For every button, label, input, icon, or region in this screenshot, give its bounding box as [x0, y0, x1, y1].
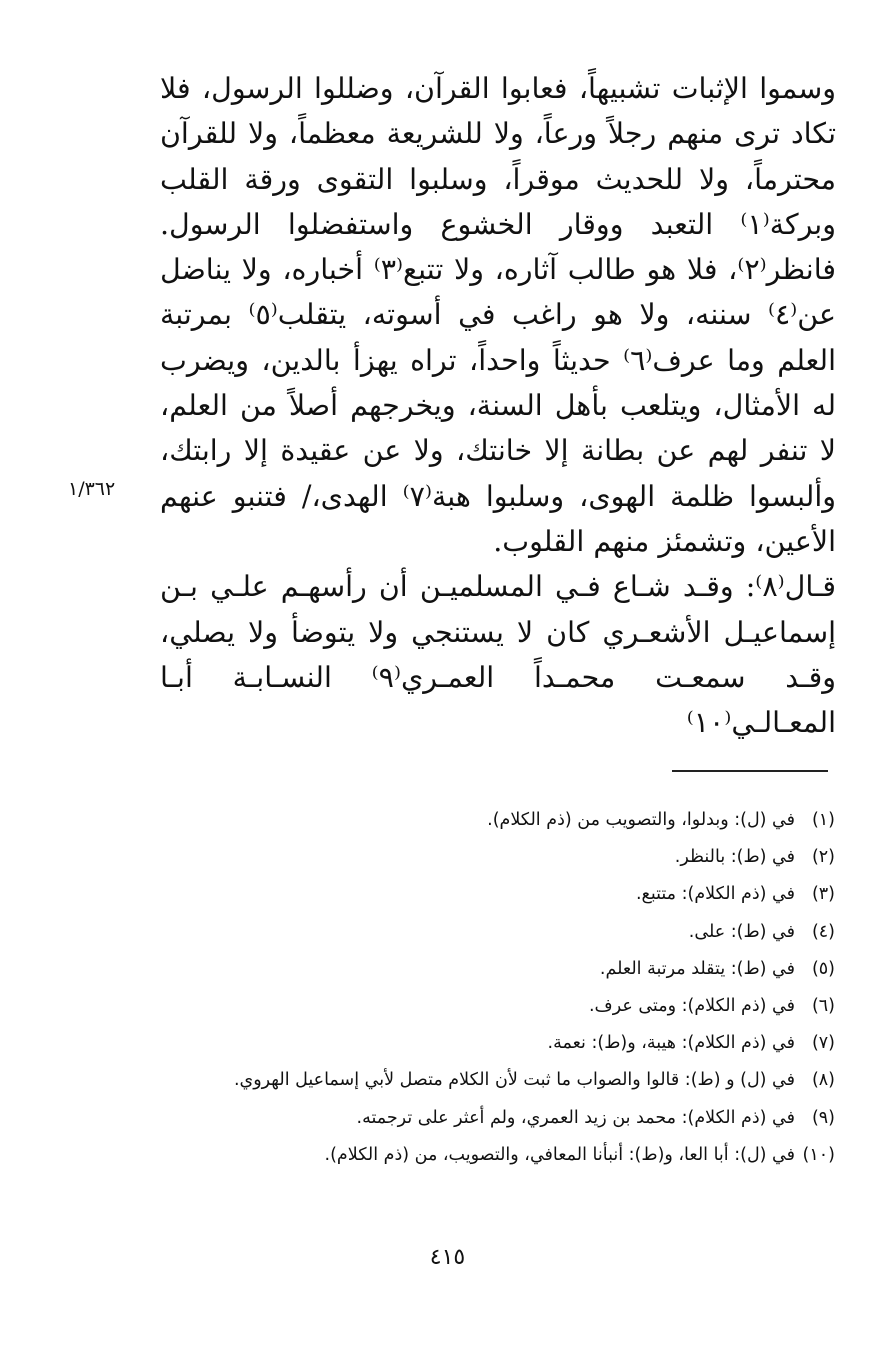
footnote [150, 1025, 835, 1062]
text-line: قـال⁽٨⁾: وقـد شـاع فـي المسلميـن أن رأسهـم علـي بـن [160, 570, 836, 604]
text-line: عنهم الأعين، وتشمئز منهم القلوب. [160, 479, 836, 558]
footnote [150, 802, 835, 839]
page-number: ٤١٥ [429, 1245, 466, 1270]
footnote-number: (٧) [811, 1033, 835, 1054]
paragraph-1 [160, 66, 836, 564]
footnote [150, 839, 835, 876]
footnote [150, 1137, 835, 1174]
footnote [150, 914, 835, 951]
footnote-text: في (ل): وبدلوا، والتصويب من (ذم الكلام). [487, 810, 795, 830]
text-line: ووقار الخشوع واستفضلوا الرسول. فانظر⁽٢⁾، فلا هو طالب [160, 207, 836, 287]
footnote-text: في (ط): يتقلد مرتبة العلم. [599, 958, 795, 979]
footnotes [150, 802, 835, 1174]
footnote-text: في (ل): أبا العا، و(ط): أنبأنا المعافي، والتصويب، من (ذم الكلام). [324, 1144, 795, 1165]
footnote-number: (٦) [811, 996, 835, 1017]
text-line: وقـد سمعـت محمـداً العمـري⁽٩⁾ النسـابـة أبـا المعـالـي⁽١٠⁾ [160, 660, 836, 740]
text-line: ولا للحديث موقراً، وسلبوا التقوى ورقة القلب وبركة⁽١⁾ التعبد [160, 162, 836, 241]
footnote-number: (١٠) [802, 1144, 835, 1165]
footnote-text: في (ذم الكلام): محمد بن زيد العمري، ولم أعثر على ترجمته. [356, 1107, 795, 1128]
footnote-text: في (ط): على. [688, 921, 795, 942]
footnote-number: (٥) [811, 958, 835, 979]
footnote [150, 876, 835, 913]
text-line: يهزأ بالدين، ويضرب له الأمثال، ويتلعب بأهل السنة، ويخرجهم [160, 343, 837, 423]
text-line: أصلاً من العلم، لا تنفر لهم عن بطانة إلا خانتك، ولا عن عقيدة [160, 389, 836, 468]
footnote-number: (٣) [811, 884, 835, 905]
footnote-number: (١) [811, 810, 835, 830]
text-line: وسموا الإثبات تشبيهاً، فعابوا القرآن، وضللوا الرسول، فلا تكاد [160, 72, 836, 151]
text-line: إسماعيـل الأشعـري كان لا يستنجي ولا يتوضأ ولا يصلي، [160, 615, 836, 649]
footnote-number: (٨) [811, 1070, 835, 1091]
footnote-text: في (ط): بالنظر. [674, 847, 795, 868]
footnote [150, 1062, 835, 1099]
main-text [160, 66, 836, 745]
footnote-text: في (ذم الكلام): ومتى عرف. [588, 996, 795, 1017]
paragraph-2 [160, 564, 836, 745]
footnote-separator [672, 770, 828, 772]
text-line: إلا رابتك، وألبسوا ظلمة الهوى، وسلبوا هبة⁽٧⁾ الهدى،/ فتنبو [160, 434, 837, 513]
footnote-number: (٤) [811, 921, 835, 942]
text-line: ترى منهم رجلاً ورعاً، ولا للشريعة معظماً، ولا للقرآن محترماً، [160, 117, 837, 196]
manuscript-folio-reference: ١/٣٦٢ [68, 478, 116, 500]
footnote [150, 988, 835, 1025]
text-line: آثاره، ولا تتبع⁽٣⁾ أخباره، ولا يناضل عن⁽٤⁾ سننه، ولا هو راغب [160, 253, 836, 332]
footnote-number: (٢) [811, 847, 835, 868]
footnote-text: في (ل) و (ط): قالوا والصواب ما ثبت لأن الكلام متصل لأبي إسماعيل الهروي. [233, 1070, 795, 1091]
footnote [150, 951, 835, 988]
footnote-number: (٩) [811, 1107, 835, 1128]
footnote [150, 1100, 835, 1137]
footnote-text: في (ذم الكلام): هيبة، و(ط): نعمة. [547, 1033, 795, 1054]
footnote-text: في (ذم الكلام): متتبع. [635, 884, 795, 905]
text-line: في أسوته، يتقلب⁽٥⁾ بمرتبة العلم وما عرف⁽٦⁾ حديثاً واحداً، تراه [160, 298, 836, 377]
